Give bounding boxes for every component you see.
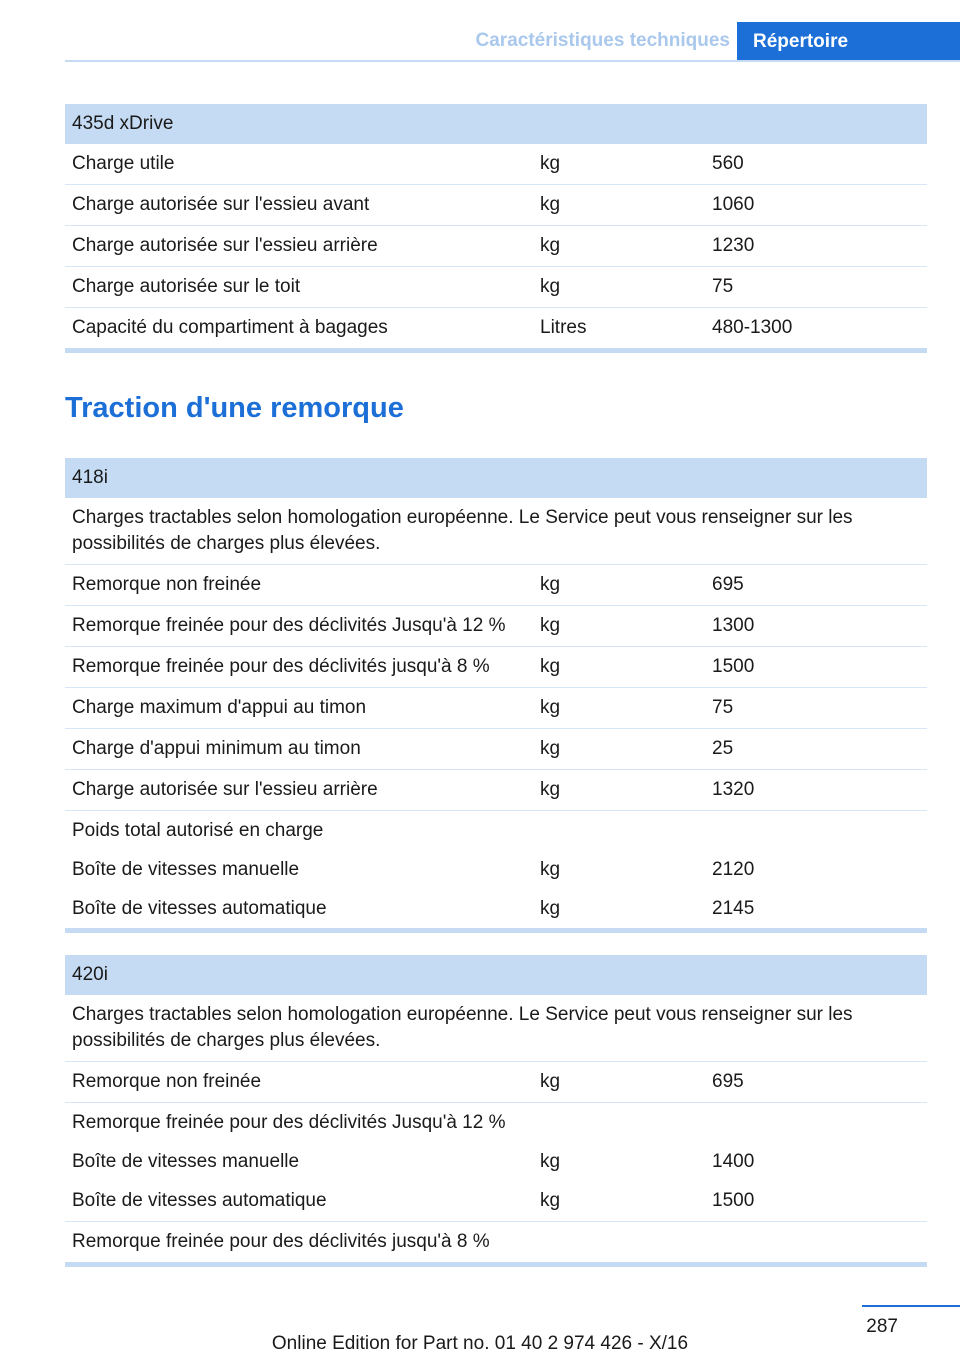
cell-label: Remorque freinée pour des déclivités jusqu'à 8 % [72,1231,490,1252]
page-number: 287 [866,1316,898,1337]
table-row [65,688,927,729]
cell-unit: kg [540,738,561,759]
cell-unit: kg [540,697,561,718]
cell-label: Boîte de vitesses automatique [72,897,327,919]
cell-value: 1320 [712,779,755,800]
cell-label: Charge d'appui minimum au timon [72,738,361,759]
table-note: Charges tractables selon homologation européenne. Le Service peut vous renseigner sur les possibilités de charges plus élevées. [65,498,927,565]
table-group-label-row [65,1103,927,1142]
table-row [65,226,927,267]
tab-repertoire[interactable]: Répertoire [737,22,960,62]
towing-table-418i [65,458,927,933]
cell-value: 1500 [712,1190,755,1211]
cell-value: 75 [712,276,734,297]
table-row [65,606,927,647]
cell-unit: kg [540,574,561,595]
cell-label: Charge utile [72,153,175,174]
cell-label: Boîte de vitesses manuelle [72,1150,300,1172]
cell-unit: kg [540,897,561,919]
table-title: 435d xDrive [65,104,927,144]
cell-label: Boîte de vitesses manuelle [72,858,300,880]
table-end-bar [65,348,927,353]
cell-value: 695 [712,574,744,595]
table-row [65,1181,927,1222]
cell-value: 1500 [712,656,755,677]
table-row [65,770,927,811]
section-title: Traction d'une remorque [65,392,404,424]
cell-label: Remorque freinée pour des déclivités Jusqu'à 12 % [72,615,506,636]
cell-label: Charge autorisée sur l'essieu arrière [72,235,378,256]
table-group-label-row [65,1222,927,1262]
table-row [65,1062,927,1103]
cell-unit: Litres [540,317,587,338]
cell-label: Remorque non freinée [72,574,262,595]
header-section-title: Caractéristiques techniques [475,30,730,51]
cell-value: 560 [712,153,744,174]
table-row [65,850,927,889]
cell-unit: kg [540,1150,561,1172]
cell-label: Charge autorisée sur le toit [72,276,301,297]
cell-label: Remorque freinée pour des déclivités jusqu'à 8 % [72,656,490,677]
cell-unit: kg [540,276,561,297]
table-title: 418i [65,458,927,498]
table-end-bar [65,928,927,933]
cell-unit: kg [540,779,561,800]
cell-value: 1060 [712,194,755,215]
table-row [65,647,927,688]
towing-table-420i [65,955,927,1267]
cell-value: 2120 [712,858,755,880]
cell-unit: kg [540,1190,561,1211]
cell-unit: kg [540,235,561,256]
cell-value: 25 [712,738,734,759]
cell-value: 2145 [712,897,755,919]
header-rule [65,60,960,62]
cell-label: Boîte de vitesses automatique [72,1190,327,1211]
cell-unit: kg [540,153,561,174]
table-note: Charges tractables selon homologation européenne. Le Service peut vous renseigner sur les possibilités de charges plus élevées. [65,995,927,1062]
table-row [65,185,927,226]
cell-label: Remorque non freinée [72,1071,262,1092]
cell-label: Poids total autorisé en charge [72,819,324,841]
cell-unit: kg [540,615,561,636]
cell-unit: kg [540,194,561,215]
table-row [65,729,927,770]
table-end-bar [65,1262,927,1267]
footer-edition: Online Edition for Part no. 01 40 2 974 426 - X/16 [271,1333,689,1354]
cell-label: Capacité du compartiment à bagages [72,317,388,338]
table-row [65,565,927,606]
table-row [65,144,927,185]
cell-value: 1300 [712,615,755,636]
cell-value: 75 [712,697,734,718]
cell-label: Charge autorisée sur l'essieu arrière [72,779,378,800]
cell-unit: kg [540,656,561,677]
table-row [65,308,927,348]
cell-value: 1230 [712,235,755,256]
cell-unit: kg [540,858,561,880]
table-title: 420i [65,955,927,995]
cell-label: Charge maximum d'appui au timon [72,697,367,718]
table-row [65,267,927,308]
cell-label: Remorque freinée pour des déclivités Jusqu'à 12 % [72,1111,506,1133]
cell-label: Charge autorisée sur l'essieu avant [72,194,370,215]
page-number-rule [862,1305,960,1307]
cell-value: 695 [712,1071,744,1092]
cell-value: 480-1300 [712,317,793,338]
table-group-label-row [65,811,927,850]
table-row [65,1142,927,1181]
table-row [65,889,927,928]
cell-unit: kg [540,1071,561,1092]
cell-value: 1400 [712,1150,755,1172]
spec-table-435d [65,104,927,353]
